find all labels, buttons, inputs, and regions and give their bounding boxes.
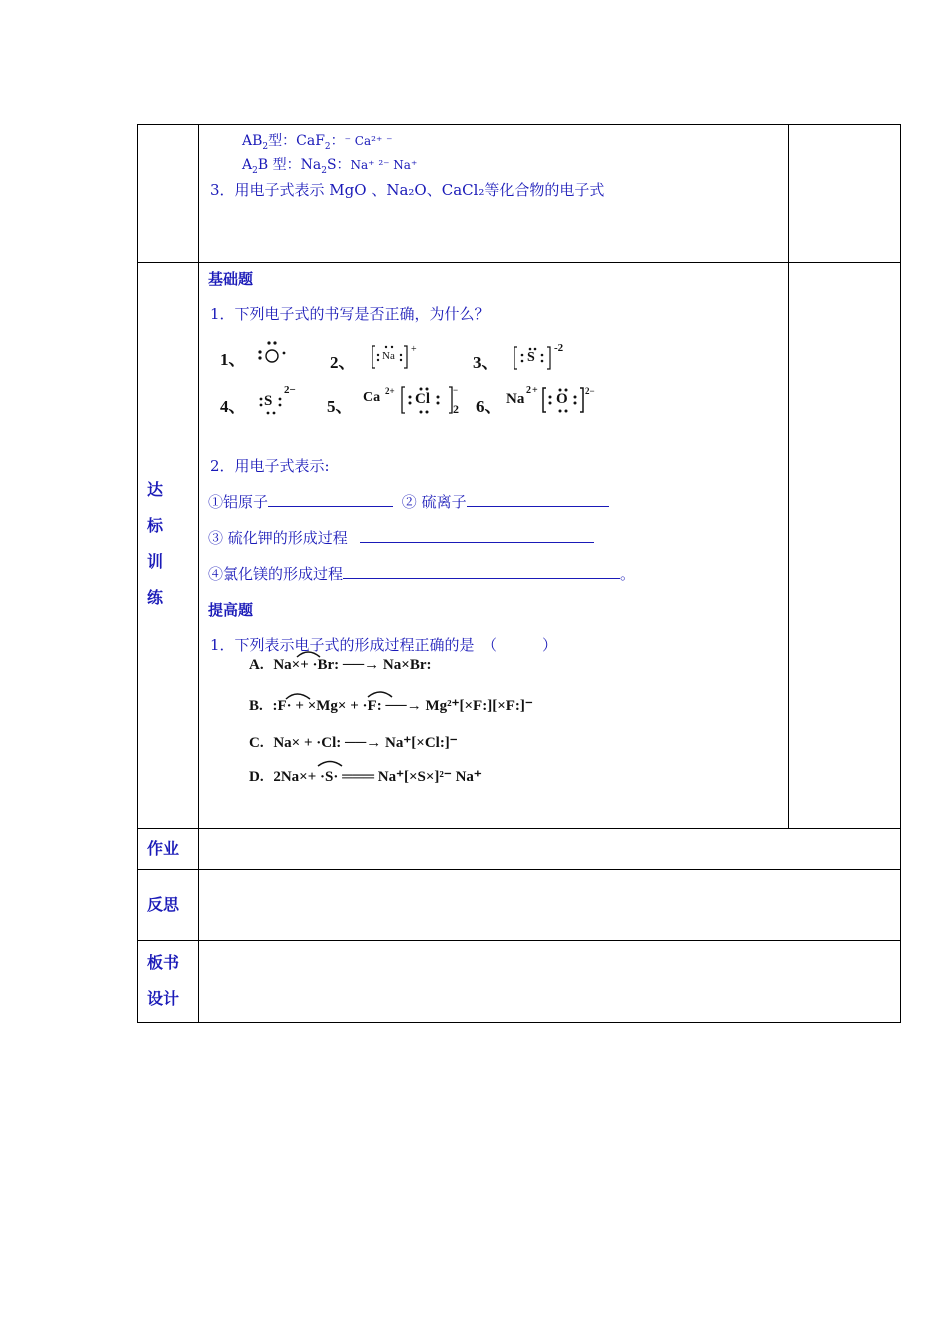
reflection-label: 反思: [147, 895, 180, 914]
row-divider-3: [137, 869, 901, 870]
side-label-4: 练: [147, 588, 164, 607]
q2-potassium-sulfide: ③ 硫化钾的形成过程: [208, 527, 594, 548]
svg-text:2−: 2−: [585, 386, 595, 396]
svg-text:−: −: [453, 385, 459, 395]
option-4-formula: S 2−: [258, 385, 304, 421]
column-divider-1: [198, 124, 199, 1023]
answer-blank-c[interactable]: [360, 528, 594, 543]
row-divider-4: [137, 940, 901, 941]
row-divider-1: [137, 262, 901, 263]
question-3: 1．下列表示电子式的形成过程正确的是 （ ）: [210, 636, 558, 654]
choice-b[interactable]: B. :F· + ×Mg× + ·F: ──→ Mg²⁺[×F:][×F:]⁻: [249, 698, 533, 714]
table-border-bottom: [137, 1022, 901, 1023]
advanced-title: 提高题: [208, 601, 254, 619]
side-label-1: 达: [147, 480, 164, 499]
option-4-label: 4、: [220, 397, 246, 416]
option-1-oxygen-dot-diagram: [254, 340, 290, 370]
column-divider-2: [788, 124, 789, 828]
table-border-top: [137, 124, 901, 125]
board-label-line2: 设计: [147, 989, 180, 1008]
ab2-line: $AB_2$型：CaF$_2$：⁻ Ca²⁺ ⁻: [242, 133, 393, 152]
option-5-label: 5、: [327, 397, 353, 416]
option-6-label: 6、: [476, 397, 502, 416]
answer-blank-d[interactable]: [343, 564, 620, 579]
option-2-bracket: [372, 343, 422, 371]
item-3: 3．用电子式表示 MgO 、Na₂O、CaCl₂等化合物的电子式: [210, 181, 605, 199]
homework-label: 作业: [147, 839, 180, 858]
option-3-formula: S -2: [514, 344, 574, 376]
option-3-label: 3、: [473, 353, 499, 372]
question-2: 2．用电子式表示:: [210, 457, 330, 475]
option-3-bracket: [514, 344, 574, 372]
answer-blank-a[interactable]: [268, 492, 393, 507]
row-divider-2: [137, 828, 901, 829]
choice-d[interactable]: D. 2Na×+ ·S· ═══ Na⁺[×S×]²⁻ Na⁺: [249, 769, 482, 785]
answer-blank-b[interactable]: [467, 492, 609, 507]
svg-text:+: +: [411, 344, 417, 355]
a2b-line: $A_2B$ 型：$Na_2S$：Na⁺ ²⁻ Na⁺: [242, 157, 418, 176]
q2-aluminum-atom: ①铝原子 ② 硫离子: [208, 491, 609, 512]
board-label-line1: 板书: [147, 953, 180, 972]
choice-a[interactable]: A. Na×+ ·Br: ──→ Na×Br:: [249, 657, 432, 673]
option-2-label: 2、: [330, 353, 356, 372]
question-1: 1．下列电子式的书写是否正确，为什么？: [210, 305, 490, 323]
choice-c[interactable]: C. Na× + ·Cl: ──→ Na⁺[×Cl:]⁻: [249, 735, 458, 751]
side-label-3: 训: [147, 552, 164, 571]
option-6-bracket: [542, 384, 602, 416]
q2-magnesium-chloride: ④氯化镁的形成过程 。: [208, 565, 636, 583]
option-2-formula: + Na: [372, 343, 422, 375]
table-border-right: [900, 124, 901, 1023]
table-border-left: [137, 124, 138, 1023]
basic-title: 基础题: [208, 270, 254, 288]
side-label-2: 标: [147, 516, 164, 535]
svg-text:2: 2: [453, 402, 459, 416]
option-1-label: 1、: [220, 350, 246, 369]
